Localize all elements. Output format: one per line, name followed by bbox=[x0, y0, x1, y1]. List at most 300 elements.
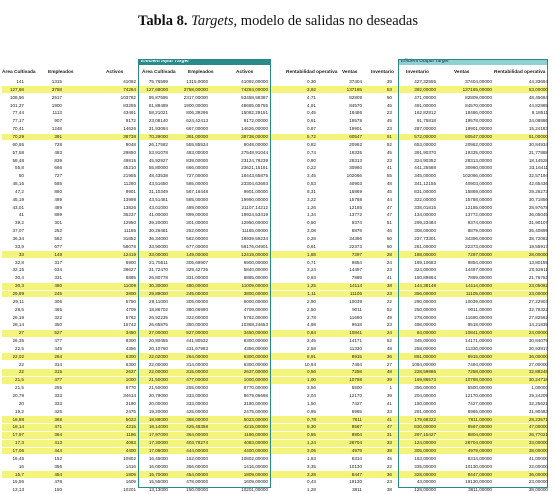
cell-ei-act: 8770,00000 bbox=[243, 385, 268, 391]
cell-area: 48,15 bbox=[12, 181, 24, 187]
cell-inv: 41 bbox=[386, 416, 392, 422]
cell-area: 27 bbox=[18, 330, 24, 336]
cell-t-vent: 15869,00000 bbox=[465, 188, 492, 194]
cell-area: 29,11 bbox=[12, 298, 24, 304]
cell-t-rent: 30,84934 bbox=[528, 141, 548, 147]
cell-t-rent: 44,82885 bbox=[528, 102, 548, 108]
cell-t-rent: 18,55917 bbox=[528, 243, 548, 249]
cell-area: 37,07 bbox=[12, 228, 24, 234]
cell-inv: 41 bbox=[386, 275, 392, 281]
cell-t-inv: 150,00000 bbox=[414, 400, 436, 406]
col-header-t-inv: Inventario bbox=[406, 70, 429, 75]
cell-ei-area: 48,43538 bbox=[148, 173, 168, 179]
cell-t-rent: 36,00000 bbox=[528, 471, 548, 477]
cell-ei-emp: 585,00000 bbox=[186, 196, 208, 202]
cell-rent: 1,11 bbox=[307, 290, 316, 296]
cell-ventas: 13772 bbox=[349, 212, 362, 218]
cell-t-inv: 427,32555 bbox=[414, 79, 436, 84]
cell-ei-emp: 150,00000 bbox=[186, 487, 208, 493]
cell-ei-emp: 264,00000 bbox=[186, 353, 208, 359]
cell-t-inv: 305,00000 bbox=[414, 447, 436, 453]
cell-rent: 0,56 bbox=[307, 369, 316, 375]
cell-ei-emp: 454,00000 bbox=[186, 471, 208, 477]
cell-t-inv: 345,00000 bbox=[414, 173, 436, 179]
cell-emp: 3758 bbox=[51, 86, 62, 92]
cell-ei-act: 27548,91044 bbox=[241, 149, 268, 155]
cell-act: 6300 bbox=[125, 361, 136, 367]
cell-ventas: 7889 bbox=[351, 275, 362, 281]
cell-ventas: 84570 bbox=[349, 102, 362, 108]
cell-emp: 315 bbox=[54, 369, 62, 375]
cell-ei-act: 3800,00000 bbox=[243, 290, 268, 296]
cell-act: 1416 bbox=[125, 463, 136, 469]
cell-t-rent: 27,22903 bbox=[528, 298, 548, 304]
cell-area: 15,55 bbox=[12, 479, 24, 485]
cell-t-inv: 188,00000 bbox=[414, 251, 436, 257]
cell-emp: 322 bbox=[54, 314, 62, 320]
cell-ei-act: 18443,65875 bbox=[241, 173, 268, 179]
cell-ei-act: 1000,00000 bbox=[243, 377, 268, 383]
cell-emp: 368 bbox=[54, 416, 62, 422]
cell-act: 13998 bbox=[123, 196, 136, 202]
cell-inv: 45 bbox=[386, 118, 392, 124]
cell-ei-area: 33,90000 bbox=[148, 243, 168, 249]
cell-ei-emp: 839,00000 bbox=[186, 157, 208, 163]
cell-ei-area: 26,65875 bbox=[148, 322, 168, 328]
cell-ventas: 19578 bbox=[349, 118, 362, 124]
cell-t-vent: 9518,00000 bbox=[467, 322, 492, 328]
table-number: Tabla 8. bbox=[138, 13, 188, 29]
cell-ventas: 11690 bbox=[349, 314, 362, 320]
cell-ei-act: 6000,00000 bbox=[243, 298, 268, 304]
cell-inv: 52 bbox=[386, 338, 392, 344]
cell-act: 58076 bbox=[123, 243, 136, 249]
cell-t-vent: 3811,00000 bbox=[468, 487, 492, 493]
cell-t-rent: 38,00000 bbox=[528, 487, 548, 493]
cell-t-inv: 356,00000 bbox=[414, 290, 436, 296]
cell-ventas: 15788 bbox=[349, 196, 362, 202]
cell-ventas: 14171 bbox=[349, 338, 362, 344]
cell-rent: 1,88 bbox=[307, 251, 316, 257]
cell-ei-area: 16,45000 bbox=[148, 455, 168, 461]
cell-t-inv: 653,00000 bbox=[414, 141, 436, 147]
cell-inv: 50 bbox=[386, 243, 392, 249]
cell-rent: 0,71 bbox=[307, 259, 316, 265]
cell-t-rent: 15,24183 bbox=[528, 126, 548, 132]
cell-ei-area: 22,00000 bbox=[148, 361, 168, 367]
cell-ventas: 3811 bbox=[352, 487, 362, 493]
cell-act: 5762 bbox=[125, 314, 136, 320]
cell-ei-emp: 333,00000 bbox=[186, 400, 208, 406]
cell-rent: 1,50 bbox=[307, 400, 316, 406]
cell-t-vent: 102066,00000 bbox=[462, 173, 492, 179]
cell-rent: 0,95 bbox=[307, 408, 316, 414]
col-header-t-rent: Rentabilidad operativa bbox=[494, 70, 546, 75]
cell-t-vent: 7427,00000 bbox=[467, 400, 492, 406]
cell-act: 39627 bbox=[123, 267, 136, 273]
cell-ventas: 15869 bbox=[349, 188, 362, 194]
cell-ei-act: 6885,00000 bbox=[243, 275, 268, 281]
cell-ventas: 10788 bbox=[349, 377, 362, 383]
cell-inv: 33 bbox=[386, 440, 392, 446]
cell-ei-emp: 677,00000 bbox=[186, 243, 208, 249]
cell-area: 22,02 bbox=[12, 353, 24, 359]
cell-inv: 23 bbox=[386, 479, 392, 485]
cell-ei-area: 27,00000 bbox=[148, 330, 168, 336]
cell-emp: 305 bbox=[54, 298, 62, 304]
cell-area: 77,44 bbox=[12, 110, 24, 116]
cell-emp: 582 bbox=[54, 236, 62, 241]
cell-act: 14626 bbox=[123, 126, 136, 132]
cell-t-inv: 204,00000 bbox=[414, 393, 436, 398]
cell-ei-emp: 477,00000 bbox=[186, 377, 208, 383]
cell-ei-act: 9901,00000 bbox=[243, 188, 268, 194]
cell-ei-area: 43,51650 bbox=[148, 181, 168, 187]
cell-inv: 27 bbox=[386, 361, 392, 367]
cell-ei-area: 16,00000 bbox=[148, 463, 168, 469]
cell-ei-area: 17,30000 bbox=[148, 440, 168, 446]
cell-ventas: 9854 bbox=[351, 259, 362, 265]
cell-ei-area: 36,34000 bbox=[148, 236, 168, 241]
cell-ventas: 7811 bbox=[352, 416, 362, 422]
cell-ei-act: 6300,00000 bbox=[243, 353, 268, 359]
cell-rent: 0,53 bbox=[307, 181, 316, 187]
cell-ei-area: 55,80000 bbox=[148, 165, 168, 171]
cell-inv: 39 bbox=[386, 393, 392, 398]
cell-act: 3800 bbox=[125, 290, 136, 296]
cell-t-inv: 324,90352 bbox=[414, 157, 436, 163]
cell-ventas: 19901 bbox=[349, 126, 362, 132]
cell-inv: 48 bbox=[386, 181, 392, 187]
cell-act: 35237 bbox=[123, 212, 136, 218]
cell-ei-area: 21,50000 bbox=[148, 385, 168, 391]
cell-act: 103782 bbox=[120, 94, 136, 100]
cell-t-inv: 237,73301 bbox=[414, 236, 436, 241]
cell-area: 17,97 bbox=[12, 432, 24, 438]
cell-emp: 728 bbox=[54, 141, 62, 147]
cell-ventas: 34396 bbox=[349, 236, 362, 241]
cell-rent: 3,35 bbox=[307, 463, 316, 469]
cell-t-vent: 19335,00000 bbox=[465, 149, 492, 155]
cell-ei-act: 2475,00000 bbox=[243, 408, 268, 414]
cell-act: 4356 bbox=[125, 345, 136, 351]
cell-ei-act: 41092,00000 bbox=[241, 79, 268, 84]
cell-t-vent: 10788,00000 bbox=[465, 377, 492, 383]
efficient-input-title: Efficient Input Target bbox=[141, 59, 189, 64]
cell-ei-area: 39,20000 bbox=[148, 220, 168, 226]
cell-ei-act: 10201,00000 bbox=[241, 487, 268, 493]
cell-ventas: 28313 bbox=[349, 157, 362, 163]
cell-t-vent: 28704,00000 bbox=[465, 440, 492, 446]
cell-t-rent: 28,23571 bbox=[528, 416, 548, 422]
cell-inv: 38 bbox=[386, 447, 392, 453]
cell-ei-act: 58176,04901 bbox=[241, 243, 268, 249]
cell-ei-area: 30,30000 bbox=[148, 283, 168, 289]
cell-area: 36,34 bbox=[12, 236, 24, 241]
cell-inv: 45 bbox=[386, 102, 392, 108]
cell-ei-area: 17,97000 bbox=[148, 432, 168, 438]
cell-act: 49815 bbox=[123, 157, 136, 163]
cell-t-inv: 128,00000 bbox=[414, 487, 436, 493]
cell-ei-emp: 380,06990 bbox=[186, 306, 208, 312]
cell-ei-act: 3180,00000 bbox=[243, 400, 268, 406]
cell-ventas: 4979 bbox=[351, 447, 362, 453]
cell-act: 4400 bbox=[125, 447, 136, 453]
col-header-act: Activos bbox=[106, 70, 124, 75]
cell-inv: 23 bbox=[386, 157, 392, 163]
cell-rent: 8,91 bbox=[307, 353, 316, 359]
cell-ventas: 7297 bbox=[351, 251, 362, 257]
cell-ei-act: 1809,00000 bbox=[243, 471, 268, 477]
cell-t-vent: 19901,00000 bbox=[465, 126, 492, 132]
cell-area: 55,8 bbox=[15, 165, 24, 171]
cell-ei-emp: 478,00000 bbox=[186, 479, 208, 485]
cell-t-vent: 84570,00000 bbox=[465, 102, 492, 108]
cell-inv: 45 bbox=[386, 455, 392, 461]
cell-ei-act: 1186,00000 bbox=[244, 432, 268, 438]
cell-emp: 255 bbox=[54, 385, 62, 391]
cell-t-vent: 15788,00000 bbox=[465, 196, 492, 202]
cell-act: 9172 bbox=[125, 118, 136, 124]
cell-ei-act: 23304,63693 bbox=[241, 181, 268, 187]
cell-rent: 3,22 bbox=[307, 196, 316, 202]
cell-ei-act: 23124,79239 bbox=[241, 157, 268, 163]
cell-rent: 0,45 bbox=[307, 110, 316, 116]
cell-ei-area: 43,51481 bbox=[148, 196, 168, 202]
cell-area: 22 bbox=[18, 361, 24, 367]
cell-ei-emp: 727,00000 bbox=[186, 173, 208, 179]
cell-rent: 3,08 bbox=[307, 228, 316, 234]
cell-t-vent: 10130,00000 bbox=[465, 463, 492, 469]
cell-act: 6300 bbox=[125, 353, 136, 359]
cell-ei-area: 81,88489 bbox=[148, 102, 168, 108]
cell-area: 16,45 bbox=[12, 455, 24, 461]
cell-inv: 23 bbox=[386, 126, 392, 132]
cell-t-vent: 7811,00000 bbox=[468, 416, 492, 422]
cell-act: 13826 bbox=[123, 204, 136, 210]
cell-emp: 478 bbox=[54, 479, 62, 485]
cell-t-rent: 24,00000 bbox=[528, 330, 548, 336]
cell-emp: 149 bbox=[54, 251, 62, 257]
cell-t-inv: 278,00000 bbox=[414, 314, 436, 320]
cell-area: 47,2 bbox=[15, 188, 24, 194]
cell-t-rent: 30,93817 bbox=[528, 345, 548, 351]
cell-emp: 1315 bbox=[51, 79, 62, 84]
cell-t-inv: 341,12155 bbox=[414, 181, 436, 187]
cell-rent: 3,92 bbox=[307, 86, 316, 92]
cell-t-vent: 8567,00000 bbox=[467, 424, 492, 430]
cell-area: 33,9 bbox=[15, 243, 24, 249]
cell-ventas: 9518 bbox=[351, 322, 362, 328]
cell-ei-emp: 567,16448 bbox=[186, 188, 208, 194]
cell-ei-area: 19,20000 bbox=[148, 408, 168, 414]
cell-t-inv: 356,00000 bbox=[414, 385, 436, 391]
cell-t-rent: 51,00000 bbox=[528, 133, 548, 139]
cell-t-vent: 22373,00000 bbox=[465, 243, 492, 249]
cell-t-inv: 228,59886 bbox=[414, 369, 436, 375]
cell-t-rent: 36,00000 bbox=[528, 353, 548, 359]
cell-t-rent: 28,00000 bbox=[528, 251, 548, 257]
cell-ei-act: 6300,00000 bbox=[243, 361, 268, 367]
cell-act: 4709 bbox=[125, 306, 136, 312]
spreadsheet-table bbox=[2, 48, 554, 493]
cell-t-vent: 14497,00000 bbox=[465, 267, 492, 273]
cell-ei-area: 53,91078 bbox=[148, 149, 168, 155]
cell-emp: 899 bbox=[54, 212, 62, 218]
cell-emp: 480 bbox=[54, 283, 62, 289]
cell-t-rent: 26,77021 bbox=[528, 432, 548, 438]
cell-t-inv: 134,00000 bbox=[414, 212, 436, 218]
cell-ei-emp: 555,85534 bbox=[186, 141, 208, 147]
cell-rent: 2,58 bbox=[307, 345, 316, 351]
cell-ei-emp: 314,00000 bbox=[186, 361, 208, 367]
cell-area: 16 bbox=[18, 463, 24, 469]
cell-t-vent: 20962,00000 bbox=[465, 141, 492, 147]
cell-rent: 0,87 bbox=[307, 126, 316, 132]
cell-t-inv: 324,00000 bbox=[414, 267, 436, 273]
cell-ei-area: 21,75511 bbox=[149, 259, 168, 265]
cell-inv: 38 bbox=[386, 487, 392, 493]
cell-ventas: 28704 bbox=[349, 440, 362, 446]
cell-emp: 907 bbox=[54, 118, 62, 124]
cell-ei-emp: 252,00000 bbox=[186, 228, 208, 234]
cell-ei-act: 74284,00000 bbox=[241, 86, 268, 92]
cell-ei-area: 26,92235 bbox=[148, 314, 168, 320]
cell-t-vent: 28313,00000 bbox=[465, 157, 492, 163]
cell-t-rent: 35,40899 bbox=[528, 228, 548, 234]
cell-emp: 425 bbox=[54, 408, 62, 414]
cell-ei-area: 18,86702 bbox=[148, 306, 168, 312]
cell-t-inv: 91,75818 bbox=[416, 118, 436, 124]
cell-emp: 677 bbox=[54, 243, 62, 249]
cell-ei-emp: 624,42413 bbox=[186, 118, 208, 124]
cell-area: 70,29 bbox=[12, 133, 24, 139]
cell-inv: 52 bbox=[386, 141, 392, 147]
cell-t-rent: 22,00000 bbox=[528, 463, 548, 469]
cell-t-vent: 9374,00000 bbox=[467, 220, 492, 226]
cell-t-rent: 23,00000 bbox=[528, 479, 548, 485]
cell-t-inv: 261,00000 bbox=[414, 243, 436, 249]
cell-t-inv: 169,10683 bbox=[414, 259, 436, 265]
cell-ei-area: 29,89000 bbox=[148, 290, 168, 296]
cell-emp: 413 bbox=[54, 440, 62, 446]
cell-ventas: 7258 bbox=[351, 369, 362, 375]
cell-ei-act: 3450,00000 bbox=[243, 330, 268, 336]
cell-t-inv: 441,25588 bbox=[414, 165, 436, 171]
cell-act: 5750 bbox=[125, 298, 136, 304]
cell-t-inv: 179,68322 bbox=[414, 416, 436, 422]
cell-act: 29850 bbox=[123, 149, 136, 155]
cell-ventas: 37404 bbox=[349, 79, 362, 84]
cell-ei-emp: 333,00000 bbox=[186, 393, 208, 398]
cell-ei-emp: 364,00000 bbox=[186, 432, 208, 438]
cell-area: 57,58 bbox=[12, 149, 24, 155]
cell-ei-act: 8300,00000 bbox=[243, 338, 268, 344]
cell-inv: 23 bbox=[386, 322, 392, 328]
cell-emp: 150 bbox=[54, 487, 62, 493]
cell-rent: 3,45 bbox=[307, 338, 316, 344]
cell-rent: 1,34 bbox=[307, 212, 316, 218]
cell-ei-emp: 441,80532 bbox=[186, 338, 208, 344]
cell-rent: 0,78 bbox=[307, 416, 316, 422]
cell-ventas: 60547 bbox=[349, 133, 362, 139]
col-header-ei-emp: Empleados bbox=[188, 70, 214, 75]
cell-ei-emp: 483,00000 bbox=[186, 149, 208, 155]
cell-ei-emp: 425,48358 bbox=[186, 424, 208, 430]
cell-inv: 51 bbox=[386, 133, 392, 139]
cell-t-inv: 162,82812 bbox=[414, 110, 436, 116]
cell-ventas: 7427 bbox=[351, 400, 362, 406]
cell-area: 77,17 bbox=[12, 118, 24, 124]
cell-t-inv: 258,00000 bbox=[414, 345, 436, 351]
cell-rent: 0,80 bbox=[307, 157, 316, 163]
cell-ei-area: 30,26481 bbox=[148, 228, 168, 234]
cell-ei-act: 11009,00000 bbox=[241, 283, 268, 289]
cell-emp: 489 bbox=[54, 196, 62, 202]
cell-ei-act: 8679,06668 bbox=[243, 393, 268, 398]
cell-t-rent: 38,00000 bbox=[528, 447, 548, 453]
cell-ventas: 8879 bbox=[351, 228, 362, 234]
cell-ei-emp: 149,00000 bbox=[186, 251, 208, 257]
cell-emp: 333 bbox=[54, 400, 62, 406]
cell-emp: 152 bbox=[54, 455, 62, 461]
cell-inv: 39 bbox=[386, 79, 392, 84]
cell-t-rent: 29,24209 bbox=[528, 393, 548, 398]
cell-t-vent: 8447,00000 bbox=[467, 471, 492, 477]
cell-t-vent: 137165,00000 bbox=[462, 86, 492, 92]
col-header-inv: Inventario bbox=[371, 70, 394, 75]
cell-ventas: 19335 bbox=[349, 149, 362, 155]
cell-inv: 45 bbox=[386, 188, 392, 194]
cell-t-inv: 338,01815 bbox=[414, 204, 436, 210]
cell-t-rent: 32,25621 bbox=[528, 400, 548, 406]
cell-area: 28,19 bbox=[12, 314, 24, 320]
cell-ei-area: 13,13000 bbox=[148, 487, 168, 493]
cell-emp: 1248 bbox=[51, 126, 62, 132]
cell-rent: 4,91 bbox=[307, 102, 316, 108]
cell-ventas: 18486 bbox=[349, 110, 362, 116]
cell-ei-emp: 391,00000 bbox=[186, 133, 208, 139]
cell-t-inv: 572,00000 bbox=[414, 133, 436, 139]
cell-rent: 1,24 bbox=[307, 440, 316, 446]
cell-t-inv: 308,00000 bbox=[414, 228, 436, 234]
cell-inv: 52 bbox=[386, 306, 392, 312]
cell-emp: 666 bbox=[54, 165, 62, 171]
cell-ei-emp: 431,67983 bbox=[186, 345, 208, 351]
cell-ei-act: 10802,00000 bbox=[241, 455, 268, 461]
cell-ei-act: 2637,00000 bbox=[243, 369, 268, 375]
cell-ventas: 12170 bbox=[349, 393, 362, 398]
cell-ei-emp: 899,00000 bbox=[186, 212, 208, 218]
cell-ei-area: 23,08140 bbox=[148, 118, 168, 124]
cell-rent: 0,55 bbox=[307, 432, 316, 438]
cell-emp: 585 bbox=[54, 181, 62, 187]
cell-ei-emp: 329,42735 bbox=[186, 267, 208, 273]
cell-ei-area: 20,00000 bbox=[148, 400, 168, 406]
cell-rent: 1,25 bbox=[307, 283, 316, 289]
cell-t-vent: 4979,00000 bbox=[467, 447, 492, 453]
cell-t-rent: 28,97678 bbox=[528, 204, 548, 210]
cell-act: 10201 bbox=[123, 487, 136, 493]
cell-inv: 36 bbox=[386, 353, 392, 359]
cell-act: 12950 bbox=[123, 220, 136, 226]
cell-t-rent: 32,88248 bbox=[528, 369, 548, 375]
cell-ei-emp: 152,00000 bbox=[186, 455, 208, 461]
cell-area: 13,13 bbox=[12, 487, 24, 493]
cell-ei-area: 26,80778 bbox=[148, 275, 168, 281]
cell-emp: 1113 bbox=[52, 110, 62, 116]
cell-area: 45,19 bbox=[12, 196, 24, 202]
